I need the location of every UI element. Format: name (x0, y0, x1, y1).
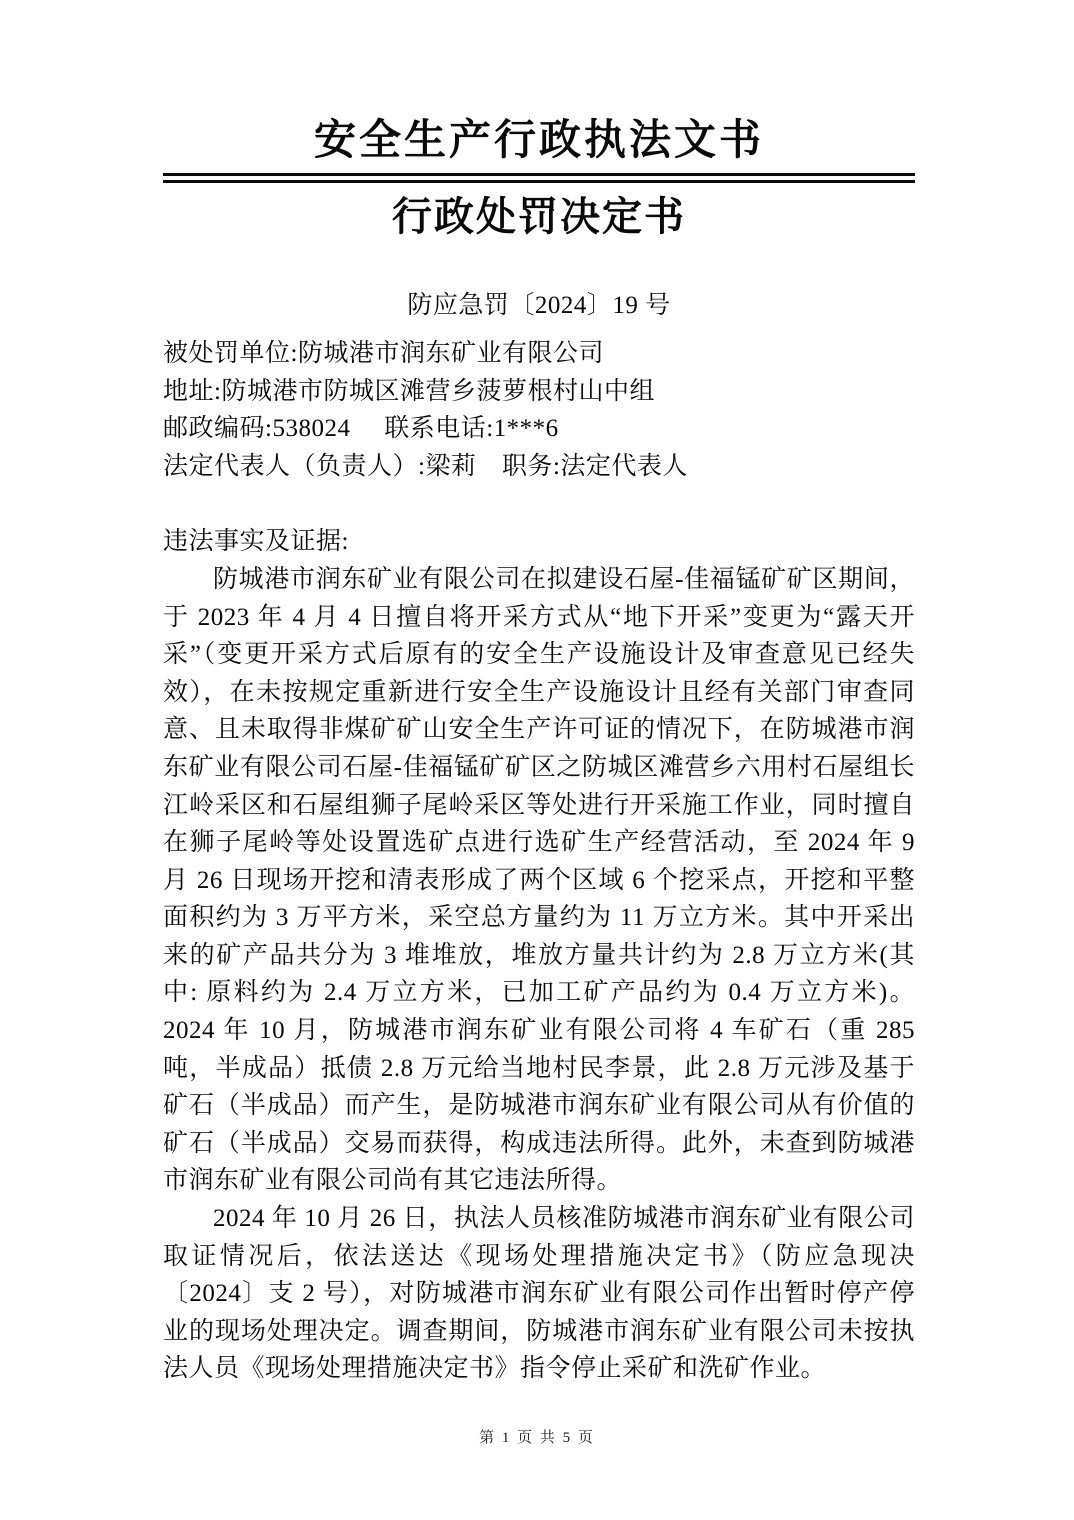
document-title: 行政处罚决定书 (392, 194, 686, 240)
facts-paragraph-2: 2024 年 10 月 26 日，执法人员核准防城港市润东矿业有限公司取证情况后，依法送达《现场处理措施决定书》（防应急现决〔2024〕支 2 号），对防城港市润东矿业有限公司作出暂时停产停业的现场处理决定。调查期间，防城港市润东矿业有限公司未按执法人员《现场处理措施决定书》指令停止采矿和洗矿作业。 (163, 1205, 915, 1383)
letterhead-title: 安全生产行政执法文书 (313, 118, 764, 164)
letterhead-divider (163, 173, 915, 183)
document-number: 防应急罚〔2024〕19 号 (407, 292, 671, 320)
legal-representative-line: 法定代表人（负责人）:梁莉 职务:法定代表人 (163, 452, 688, 480)
document-content (163, 0, 915, 1388)
facts-paragraph-1: 防城港市润东矿业有限公司在拟建设石屋-佳福锰矿矿区期间，于 2023 年 4 月 4 日擅自将开采方式从“地下开采”变更为“露天开采”（变更开采方式后原有的安全生产设施设计及审查意见已经失效），在未按规定重新进行安全生产设施设计且经有关部门审查同意、且未取得非煤矿矿山安全生产许可证的情况下，在防城港市润东矿业有限公司石屋-佳福锰矿矿区之防城区滩营乡六用村石屋组长江岭采区和石屋组狮子尾岭采区等处进行开采施工作业，同时擅自在狮子尾岭等处设置选矿点进行选矿生产经营活动，至 2024 年 9 月 26 日现场开挖和清表形成了两个区域 6 个挖采点，开挖和平整面积约为 3 万平方米，采空总方量约为 11 万立方米。其中开采出来的矿产品共分为 3 堆堆放，堆放方量共计约为 2.8 万立方米(其中: 原料约为 2.4 万立方米，已加工矿产品约为 0.4 万立方米)。2024 年 10 月，防城港市润东矿业有限公司将 4 车矿石（重 285 吨，半成品）抵债 2.8 万元给当地村民李景，此 2.8 万元涉及基于矿石（半成品）而产生，是防城港市润东矿业有限公司从有价值的矿石（半成品）交易而获得，构成违法所得。此外，未查到防城港市润东矿业有限公司尚有其它违法所得。 (163, 565, 915, 1195)
address-line: 地址:防城港市防城区滩营乡菠萝根村山中组 (163, 377, 655, 405)
facts-section-heading: 违法事实及证据: (163, 528, 349, 556)
recipient-fields (163, 335, 915, 485)
pagination-text: 第 1 页 共 5 页 (479, 1430, 595, 1446)
penalized-unit-line: 被处罚单位:防城港市润东矿业有限公司 (163, 339, 604, 367)
page-footer (0, 1426, 1074, 1447)
postal-code-phone-line: 邮政编码:538024 联系电话:1***6 (163, 415, 559, 443)
